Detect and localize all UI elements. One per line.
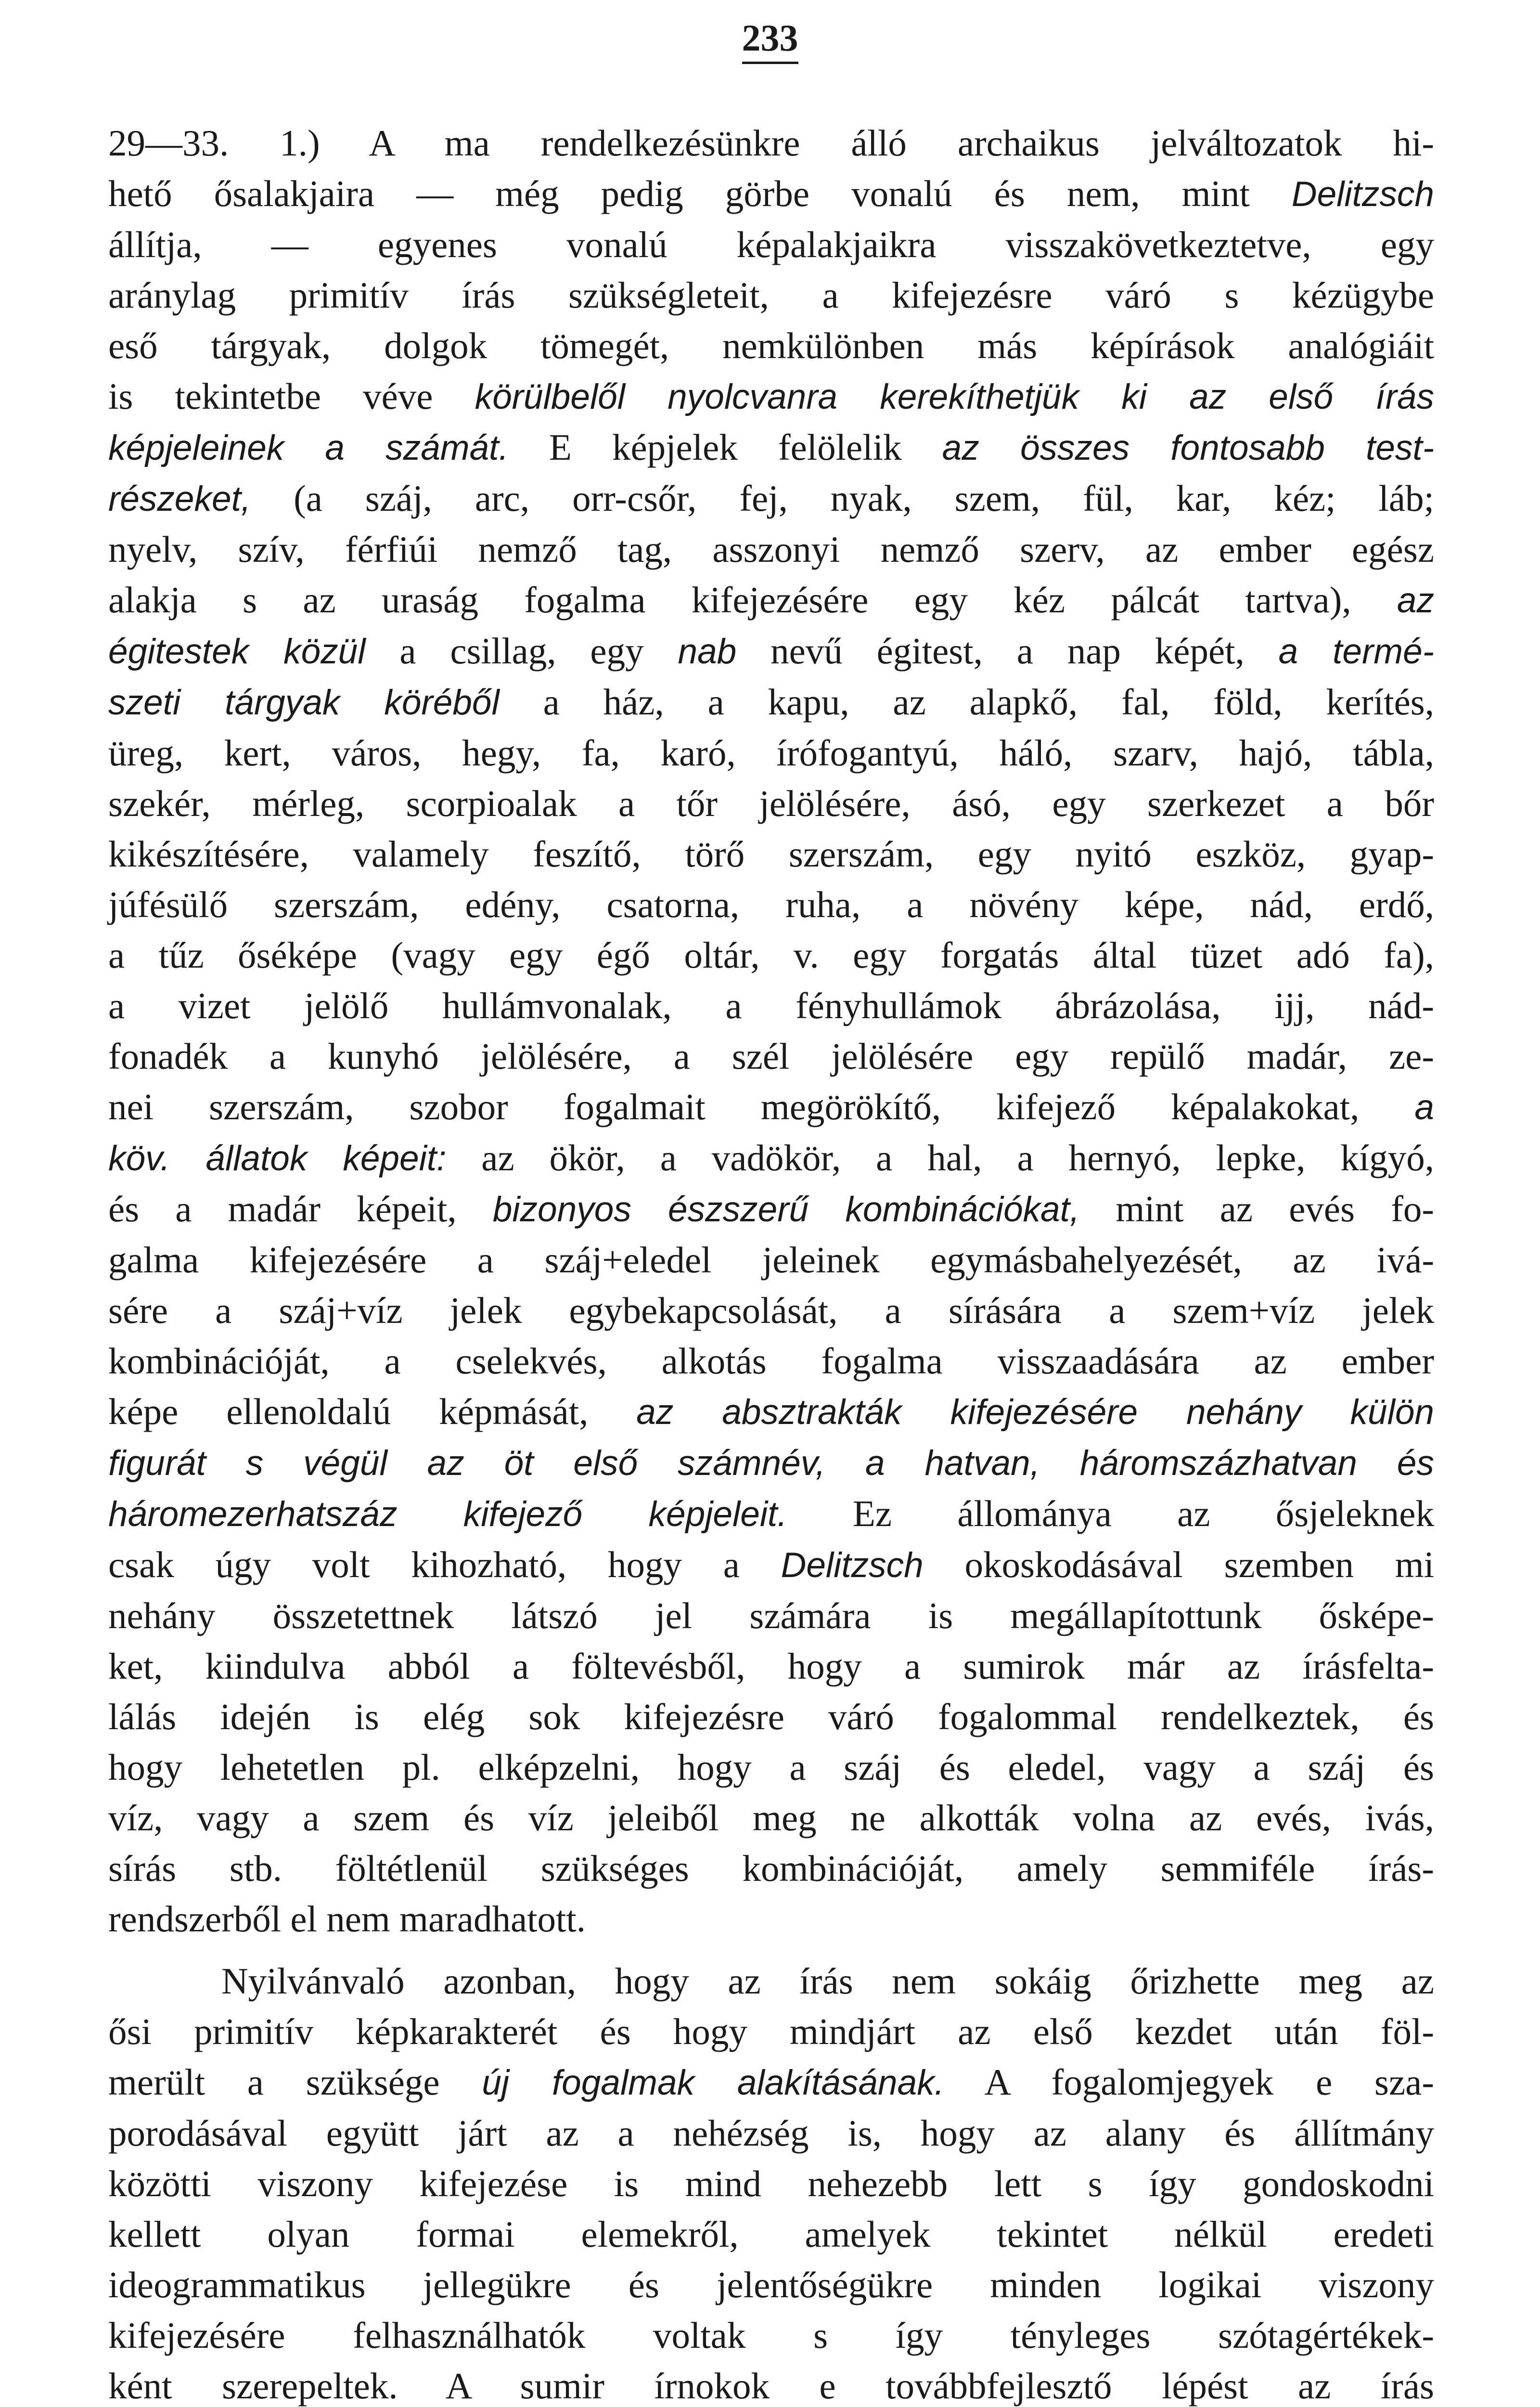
text-line: [108, 1692, 1434, 1742]
text-line: [108, 728, 1434, 778]
text-line: [108, 1235, 1434, 1285]
text-run: mint az evés fo-: [1079, 1188, 1434, 1229]
text-run: a vizet jelölő hullámvonalak, a fényhullámok ábrázolása, ijj, nád-: [108, 985, 1434, 1026]
text-run: kikészítésére, valamely feszítő, törő szerszám, egy nyitó eszköz, gyap-: [108, 833, 1434, 875]
italic-text: égitestek közül: [108, 632, 366, 671]
text-run: lálás idején is elég sok kifejezésre váró fogalommal rendelkeztek, és: [108, 1696, 1434, 1737]
text-run: képe ellenoldalú képmását,: [108, 1391, 637, 1432]
text-run: hető ősalakjaira — még pedig görbe vonalú és nem, mint: [108, 173, 1292, 214]
text-run: üreg, kert, város, hegy, fa, karó, írófogantyú, háló, szarv, hajó, tábla,: [108, 732, 1434, 774]
italic-text: képjeleinek a számát.: [108, 428, 509, 467]
text-line: [108, 118, 1434, 168]
text-run: víz, vagy a szem és víz jeleiből meg ne alkották volna az evés, ivás,: [108, 1797, 1434, 1838]
text-run: ősi primitív képkarakterét és hogy mindjárt az első kezdet után föl-: [108, 2011, 1434, 2052]
text-run: galma kifejezésére a száj+eledel jeleinek egymásbahelyezését, az ivá-: [108, 1239, 1434, 1281]
text-line: [108, 1956, 1434, 2006]
text-run: és a madár képeit,: [108, 1188, 493, 1229]
text-run: nyelv, szív, férfiúi nemző tag, asszonyi nemző szerv, az ember egész: [108, 529, 1434, 570]
text-run: nehány összetettnek látszó jel számára is megállapítottunk ősképe-: [108, 1595, 1434, 1636]
text-run: (a száj, arc, orr-csőr, fej, nyak, szem, fül, kar, kéz; láb;: [251, 478, 1434, 519]
paragraph: [108, 1956, 1434, 2407]
text-run: Ez állománya az ősjeleknek: [787, 1493, 1434, 1534]
text-line: [108, 677, 1434, 728]
italic-text: köv. állatok képeit:: [108, 1139, 447, 1178]
text-line: [108, 880, 1434, 930]
italic-text: részeket,: [108, 479, 251, 518]
text-run: nevű égitest, a nap képét,: [736, 630, 1279, 672]
text-run: porodásával együtt járt az a nehézség is, hogy az alany és állítmány: [108, 2112, 1434, 2154]
text-line: [108, 2260, 1434, 2310]
text-line: [108, 1184, 1434, 1235]
text-run: Nyilvánvaló azonban, hogy az írás nem sokáig őrizhette meg az: [221, 1960, 1434, 2002]
text-line: [108, 1591, 1434, 1641]
text-run: A fogalomjegyek e sza-: [944, 2061, 1434, 2103]
text-line: [108, 981, 1434, 1031]
italic-text: háromezerhatszáz kifejező képjeleit.: [108, 1495, 787, 1534]
text-line: [108, 1082, 1434, 1133]
text-line: [108, 2361, 1434, 2407]
text-line: [108, 1285, 1434, 1336]
italic-text: szeti tárgyak köréből: [108, 683, 500, 722]
text-run: csak úgy volt kihozható, hogy a: [108, 1544, 781, 1585]
text-line: [108, 1641, 1434, 1692]
italic-text: az összes fontosabb test-: [942, 428, 1435, 467]
text-run: szekér, mérleg, scorpioalak a tőr jelölésére, ásó, egy szerkezet a bőr: [108, 783, 1434, 824]
text-line: [108, 2006, 1434, 2057]
italic-text: a termé-: [1278, 632, 1434, 671]
text-run: 29—33. 1.) A ma rendelkezésünkre álló archaikus jelváltozatok hi-: [108, 122, 1434, 164]
text-run: sírás stb. föltétlenül szükséges kombinációját, amely semmiféle írás-: [108, 1848, 1434, 1889]
text-run: kellett olyan formai elemekről, amelyek tekintet nélkül eredeti: [108, 2213, 1434, 2255]
italic-text: Delitzsch: [781, 1546, 924, 1585]
text-run: közötti viszony kifejezése is mind nehezebb lett s így gondoskodni: [108, 2163, 1434, 2204]
text-run: sére a száj+víz jelek egybekapcsolását, a sírására a szem+víz jelek: [108, 1290, 1434, 1331]
italic-text: bizonyos észszerű kombinációkat,: [492, 1190, 1080, 1229]
text-line: [108, 2159, 1434, 2209]
text-line: [108, 1437, 1434, 1488]
text-run: a csillag, egy: [365, 630, 678, 672]
text-line: [108, 524, 1434, 575]
text-line: [108, 422, 1434, 473]
italic-text: nab: [678, 632, 737, 671]
text-run: hogy lehetetlen pl. elképzelni, hogy a száj és eledel, vagy a száj és: [108, 1747, 1434, 1788]
text-run: alakja s az uraság fogalma kifejezésére egy kéz pálcát tartva),: [108, 579, 1397, 621]
text-line: [108, 1540, 1434, 1591]
italic-text: az: [1397, 581, 1434, 620]
text-run: rendszerből el nem maradhatott.: [108, 1898, 586, 1940]
text-run: júfésülő szerszám, edény, csatorna, ruha, a növény képe, nád, erdő,: [108, 884, 1434, 925]
text-line: [108, 1488, 1434, 1540]
text-line: [108, 371, 1434, 422]
text-run: is tekintetbe véve: [108, 375, 475, 417]
text-run: fonadék a kunyhó jelölésére, a szél jelölésére egy repülő madár, ze-: [108, 1035, 1434, 1077]
text-line: [108, 2209, 1434, 2260]
text-run: okoskodásával szemben mi: [923, 1544, 1434, 1585]
text-line: [108, 1386, 1434, 1437]
italic-text: Delitzsch: [1291, 175, 1434, 214]
italic-text: a: [1414, 1088, 1434, 1127]
text-line: [108, 473, 1434, 524]
italic-text: körülbelől nyolcvanra kerekíthetjük ki az első írás: [475, 377, 1435, 416]
page-number: [0, 19, 1540, 64]
text-run: E képjelek felölelik: [508, 427, 942, 468]
text-run: kifejezésére felhasználhatók voltak s így tényleges szótagértékek-: [108, 2315, 1434, 2356]
text-line: [108, 2057, 1434, 2108]
italic-text: új fogalmak alakításának.: [482, 2063, 945, 2102]
text-line: [108, 168, 1434, 220]
text-line: [108, 321, 1434, 371]
text-run: eső tárgyak, dolgok tömegét, nemkülönben más képírások analógiáit: [108, 325, 1434, 366]
text-line: [108, 1742, 1434, 1793]
text-line: [108, 220, 1434, 270]
text-line: [108, 930, 1434, 981]
text-line: [108, 2310, 1434, 2361]
text-run: ként szerepeltek. A sumir írnokok e továbbfejlesztő lépést az írás: [108, 2365, 1434, 2407]
text-run: kombinációját, a cselekvés, alkotás fogalma visszaadására az ember: [108, 1340, 1434, 1382]
text-line: [108, 1336, 1434, 1386]
text-line: [108, 1133, 1434, 1184]
text-run: az ökör, a vadökör, a hal, a hernyó, lepke, kígyó,: [446, 1137, 1435, 1178]
text-run: a tűz őséképe (vagy egy égő oltár, v. egy forgatás által tüzet adó fa),: [108, 934, 1434, 976]
text-line: [108, 626, 1434, 677]
text-line: [108, 829, 1434, 880]
text-run: nei szerszám, szobor fogalmait megörökítő, kifejező képalakokat,: [108, 1086, 1415, 1127]
text-run: a ház, a kapu, az alapkő, fal, föld, kerítés,: [499, 681, 1434, 723]
text-line: [108, 575, 1434, 626]
text-line: [108, 1843, 1434, 1894]
body-text: [108, 118, 1434, 2407]
text-run: merült a szüksége: [108, 2061, 482, 2103]
page-number-text: 233: [742, 19, 798, 64]
text-line: [108, 1894, 1434, 1944]
text-line: [108, 270, 1434, 321]
paragraph: [108, 118, 1434, 1944]
italic-text: az absztrakták kifejezésére nehány külön: [636, 1393, 1435, 1432]
text-run: ideogrammatikus jellegükre és jelentőségükre minden logikai viszony: [108, 2264, 1434, 2305]
text-run: állítja, — egyenes vonalú képalakjaikra visszakövetkeztetve, egy: [108, 224, 1434, 265]
text-run: aránylag primitív írás szükségleteit, a kifejezésre váró s kézügybe: [108, 274, 1434, 316]
text-run: ket, kiindulva abból a föltevésből, hogy a sumirok már az írásfelta-: [108, 1645, 1434, 1687]
text-line: [108, 2108, 1434, 2159]
text-line: [108, 1031, 1434, 1082]
text-line: [108, 1793, 1434, 1843]
italic-text: figurát s végül az öt első számnév, a hatvan, háromszázhatvan és: [108, 1444, 1434, 1483]
text-line: [108, 778, 1434, 829]
